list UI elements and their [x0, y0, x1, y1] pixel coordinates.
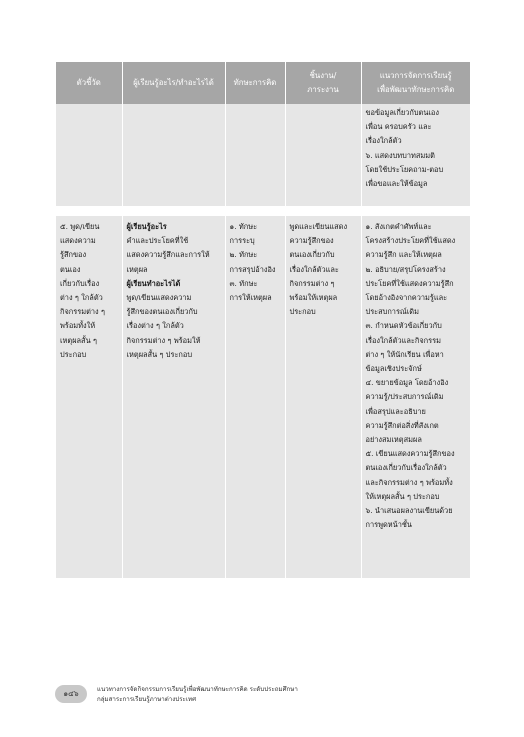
table-row [56, 104, 470, 206]
text-line: คำและประโยคที่ใช้ [126, 236, 189, 246]
table-header-row [56, 62, 470, 104]
cell-indicator-empty [56, 104, 122, 206]
text-line: ต่าง ๆ ให้นักเรียน เพื่อหา [365, 349, 444, 359]
learner-block-what [127, 234, 222, 277]
text-line: ๒. ทักษะ [229, 250, 258, 260]
header-indicator: ตัวชี้วัด [56, 62, 122, 104]
curriculum-table [56, 62, 470, 578]
text-line: ความรู้สึกของ [289, 236, 334, 246]
header-skills: ทักษะการคิด [225, 62, 285, 104]
footer-line1: แนวทางการจัดกิจกรรมการเรียนรู้เพื่อพัฒนาทักษะการคิด ระดับประถมศึกษา [97, 686, 298, 693]
text-line: ๕. เขียนแสดงความรู้สึกของ [365, 449, 455, 459]
skills-list [230, 220, 282, 305]
text-line: ประกอบ [60, 349, 87, 359]
learner-heading-do: ผู้เรียนทำอะไรได้ [126, 278, 181, 288]
text-line: การพูดหน้าชั้น [365, 520, 412, 530]
cell-learner-empty [122, 104, 225, 206]
indicator-list [60, 220, 119, 362]
cell-skills [225, 216, 285, 578]
text-line: ๕. พูด/เขียน [60, 222, 100, 231]
cell-approach [361, 104, 470, 206]
cell-approach [361, 216, 470, 578]
text-line: ๔. ขยายข้อมูล โดยอ้างอิง [365, 378, 449, 388]
text-line: ๑. สังเกตคำศัพท์และ [365, 222, 432, 231]
text-line: โดยอ้างอิงจากความรู้และ [365, 293, 448, 303]
header-approach [361, 62, 470, 104]
text-line: รู้สึกของตนเองเกี่ยวกับ [126, 307, 198, 317]
learner-block-do [127, 291, 222, 362]
work-list [290, 220, 358, 319]
cell-indicator [56, 216, 122, 578]
text-line: เหตุผล [126, 264, 148, 274]
cell-work-empty [285, 104, 361, 206]
text-line: ๒. อธิบาย/สรุปโครงสร้าง [365, 264, 446, 274]
cell-learner [122, 216, 225, 578]
text-line: ตนเองเกี่ยวกับ [289, 250, 335, 260]
header-approach-line1: แนวการจัดการเรียนรู้ [379, 71, 452, 80]
text-line: ให้เหตุผลสั้น ๆ ประกอบ [365, 491, 440, 501]
text-line: เรื่องต่าง ๆ ใกล้ตัว [126, 321, 184, 331]
text-line: กิจกรรมต่าง ๆ [60, 307, 105, 317]
text-line: โครงสร้างประโยคที่ใช้แสดง [365, 236, 456, 246]
row-spacer [56, 206, 470, 216]
text-line: แสดงความ [60, 236, 96, 246]
text-line: แสดงความรู้สึกและการให้ [126, 250, 210, 260]
text-line: ๖. นำเสนอผลงานเขียนด้วย [365, 506, 453, 516]
learner-heading-what: ผู้เรียนรู้อะไร [126, 222, 167, 231]
text-line: ประกอบ [289, 307, 316, 317]
footer-line2: กลุ่มสาระการเรียนรู้ภาษาต่างประเทศ [97, 695, 196, 703]
text-line: เพื่อขอและให้ข้อมูล [365, 179, 428, 189]
text-line: เหตุผลสั้น ๆ [60, 335, 97, 345]
text-line: พูดและเขียนแสดง [289, 222, 348, 231]
text-line: พร้อมให้เหตุผล [289, 293, 338, 303]
text-line: ประโยคที่ใช้แสดงความรู้สึก [365, 278, 454, 288]
text-line: เรื่องใกล้ตัวและกิจกรรม [365, 335, 441, 345]
text-line: ความรู้สึก และให้เหตุผล [365, 250, 442, 260]
text-line: ๓. ทักษะ [229, 278, 258, 288]
text-line: เพื่อน ครอบครัว และ [365, 122, 432, 132]
cell-work [285, 216, 361, 578]
text-line: ประสบการณ์เดิม [365, 307, 419, 317]
text-line: เกี่ยวกับเรื่อง [60, 278, 100, 288]
approach-list [366, 106, 468, 191]
text-line: พร้อมทั้งให้ [60, 321, 96, 331]
text-line: เหตุผลสั้น ๆ ประกอบ [126, 349, 193, 359]
text-line: และกิจกรรมต่าง ๆ พร้อมทั้ง [365, 477, 453, 487]
text-line: ข้อมูลเชิงประจักษ์ [365, 364, 422, 374]
text-line: ๖. แสดงบทบาทสมมติ [365, 150, 435, 160]
text-line: เรื่องใกล้ตัวและ [289, 264, 339, 274]
text-line: ตนเอง [60, 264, 81, 274]
approach-list [366, 220, 468, 532]
text-line: ความรู้/ประสบการณ์เดิม [365, 392, 444, 402]
text-line: เพื่อสรุปและอธิบาย [365, 406, 426, 416]
text-line: โดยใช้ประโยคถาม-ตอบ [365, 164, 444, 174]
text-line: ต่าง ๆ ใกล้ตัว [60, 293, 103, 303]
text-line: กิจกรรมต่าง ๆ [289, 278, 335, 288]
table-row [56, 216, 470, 578]
text-line: ตนเองเกี่ยวกับเรื่องใกล้ตัว [365, 463, 447, 473]
page-number: ๑๔๖ [55, 685, 87, 703]
text-line: อย่างสมเหตุสมผล [365, 435, 422, 445]
text-line: ๑. ทักษะ [229, 222, 258, 231]
text-line: การสรุปอ้างอิง [229, 264, 276, 274]
text-line: กิจกรรมต่าง ๆ พร้อมให้ [126, 335, 201, 345]
footer-text [97, 685, 397, 704]
text-line: ความรู้สึกต่อสิ่งที่สังเกต [365, 420, 439, 430]
header-work-line2: ภาระงาน [307, 85, 339, 94]
text-line: การให้เหตุผล [229, 293, 272, 303]
text-line: พูด/เขียนแสดงความ [126, 293, 192, 303]
text-line: การระบุ [229, 236, 255, 246]
header-learner: ผู้เรียนรู้อะไร/ทำอะไรได้ [122, 62, 225, 104]
text-line: เรื่องใกล้ตัว [365, 136, 402, 146]
header-work [285, 62, 361, 104]
text-line: ๓. กำหนดหัวข้อเกี่ยวกับ [365, 321, 442, 331]
header-approach-line2: เพื่อพัฒนาทักษะการคิด [377, 85, 455, 94]
text-line: ขอข้อมูลเกี่ยวกับตนเอง [365, 108, 439, 117]
header-work-line1: ชิ้นงาน/ [309, 71, 337, 80]
text-line: รู้สึกของ [60, 250, 87, 260]
cell-skills-empty [225, 104, 285, 206]
